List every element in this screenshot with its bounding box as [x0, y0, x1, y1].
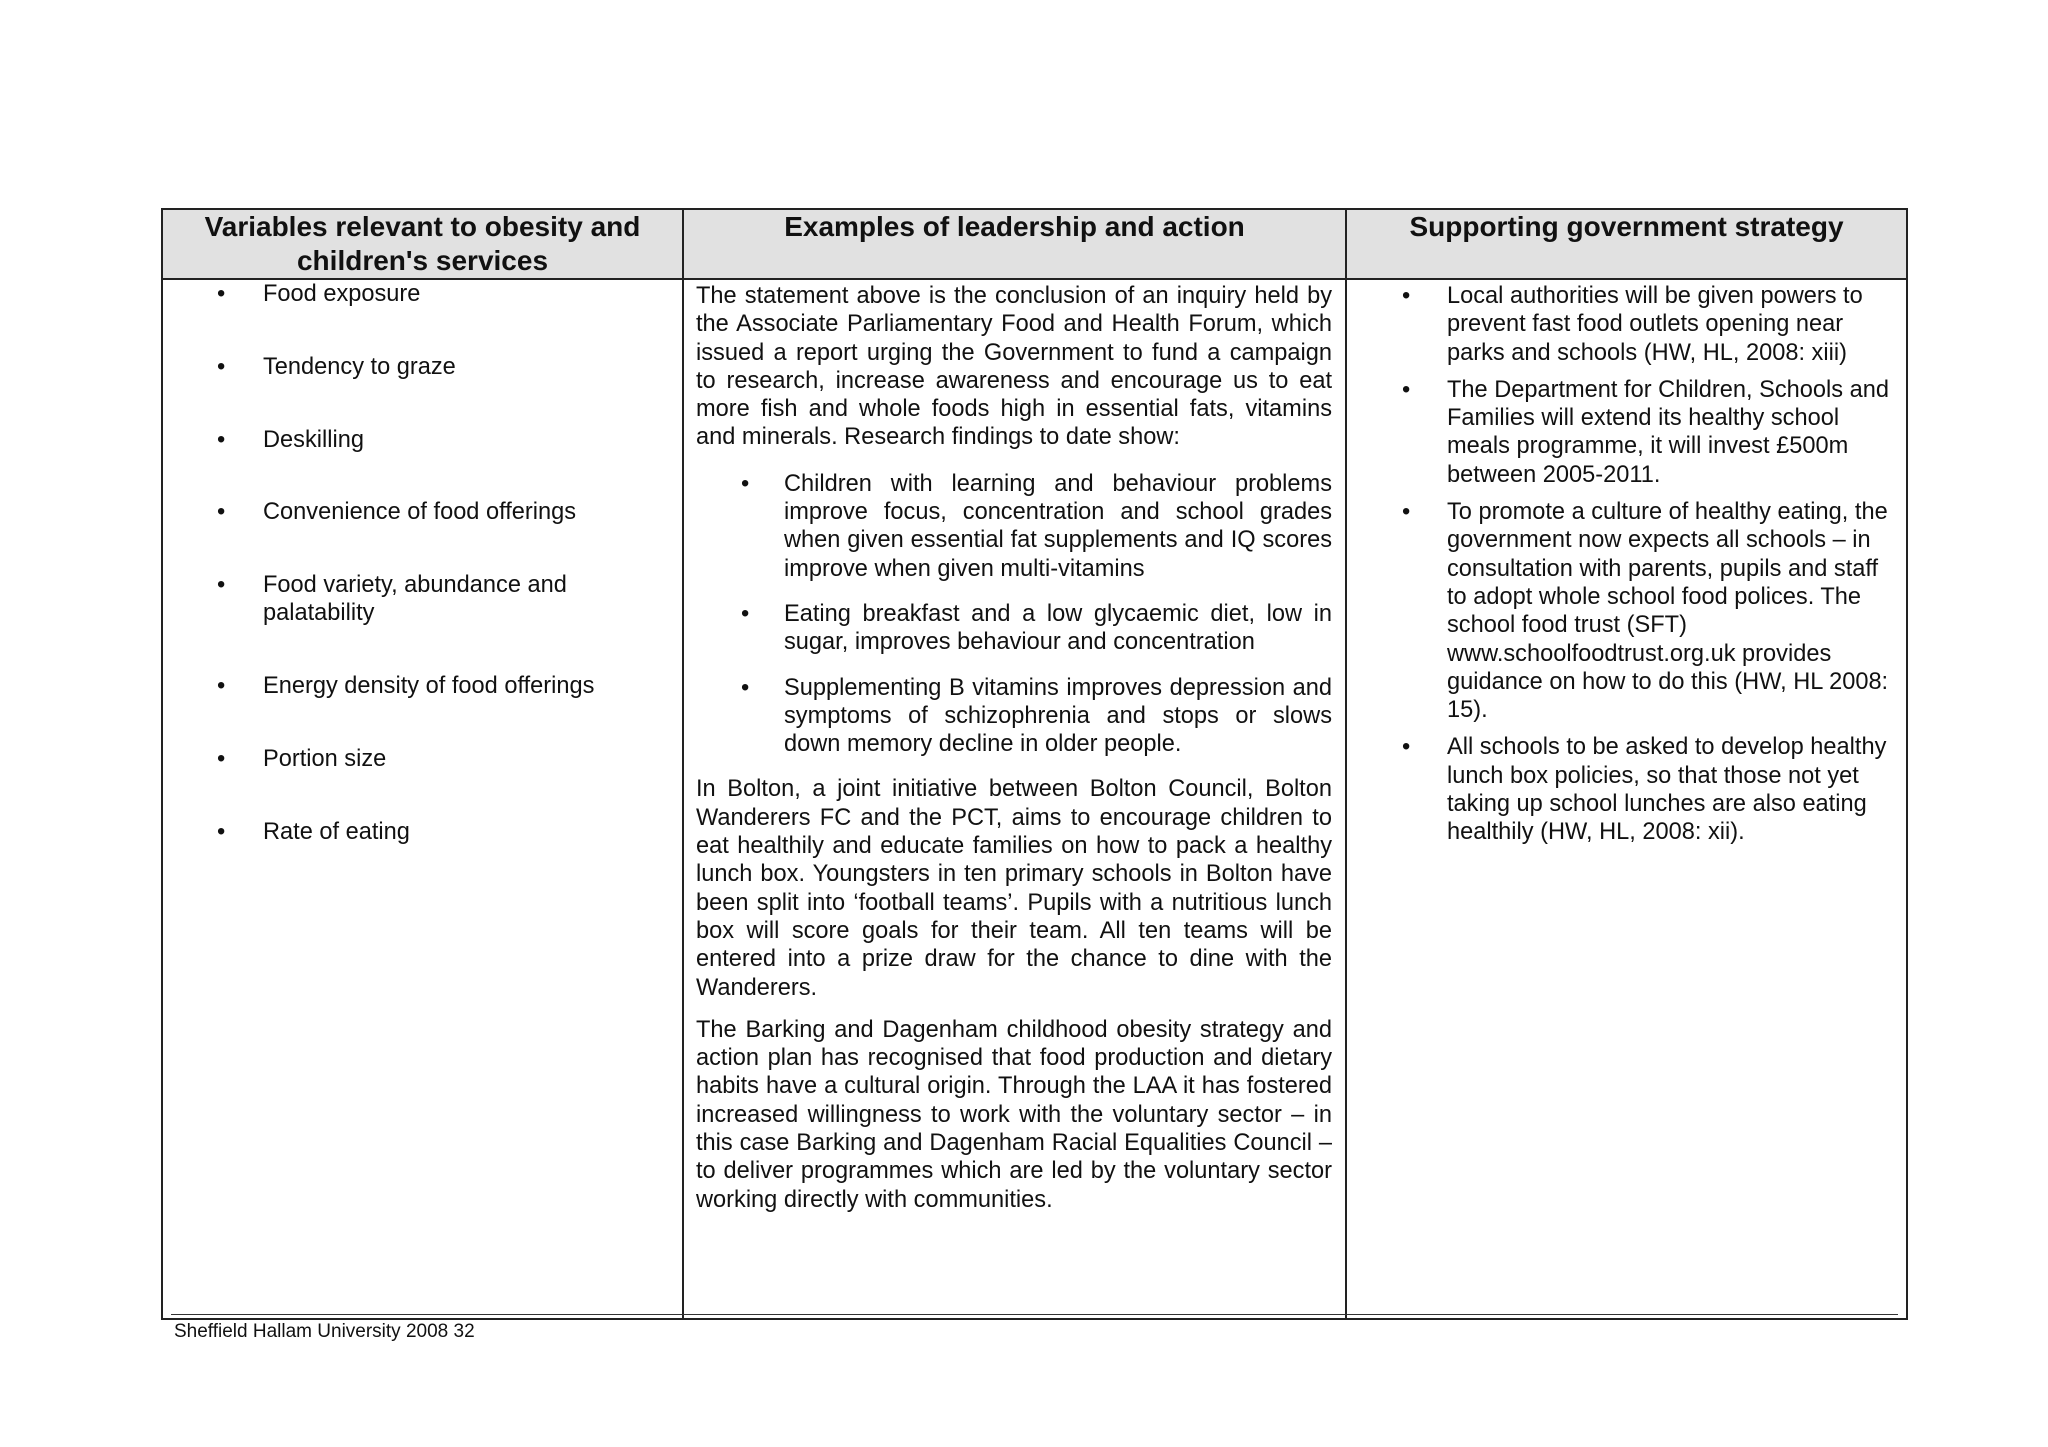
- list-item: • Eating breakfast and a low glycaemic diet, low in sugar, improves behaviour and concentration: [741, 600, 1332, 656]
- bullet-icon: •: [217, 499, 226, 526]
- bullet-icon: •: [1402, 283, 1411, 309]
- list-item: • Food variety, abundance and palatability: [217, 572, 567, 627]
- header-strategy: Supporting government strategy: [1346, 209, 1907, 279]
- list-item: • Convenience of food offerings: [217, 499, 577, 526]
- bullet-icon: •: [1402, 376, 1411, 403]
- list-item: • The Department for Children, Schools and Families will extend its healthy school meals programme, it will invest £500m between 2005-2011.: [1402, 376, 1889, 488]
- list-item: • Supplementing B vitamins improves depression and symptoms of schizophrenia and stops or slows down memory decline in older people.: [741, 674, 1332, 758]
- bullet-icon: •: [217, 673, 226, 700]
- strategy-cell: [1346, 279, 1907, 1319]
- strategy-list: [1347, 282, 1896, 847]
- bullet-icon: •: [741, 674, 750, 701]
- header-variables: Variables relevant to obesity and children's services: [162, 209, 683, 279]
- obesity-strategy-table: [161, 208, 1908, 1320]
- list-item: • Energy density of food offerings: [217, 673, 595, 700]
- bullet-icon: •: [741, 600, 750, 627]
- bullet-icon: •: [741, 470, 750, 497]
- table-header-row: [162, 209, 1907, 279]
- list-item: • Deskilling: [217, 426, 364, 453]
- bullet-icon: •: [217, 281, 226, 307]
- list-item: • Children with learning and behaviour problems improve focus, concentration and school grades when given essential fat supplements and IQ scores improve when given multi-vitamins: [741, 470, 1332, 582]
- page-footer: Sheffield Hallam University 2008 32: [174, 1321, 475, 1342]
- bullet-icon: •: [217, 353, 226, 380]
- leadership-intro: The statement above is the conclusion of an inquiry held by the Associate Parliamentary Food and Health Forum, which issued a report urging the Government to fund a campaign to research, increase awareness and encourage us to eat more fish and whole foods high in essential fats, vitamins and minerals. Research findings to date show:: [696, 283, 1332, 451]
- leadership-cell: [683, 279, 1346, 1319]
- bullet-icon: •: [217, 818, 226, 845]
- table-body-row: [162, 279, 1907, 1319]
- list-item: • Tendency to graze: [217, 353, 456, 380]
- bullet-icon: •: [1402, 499, 1411, 526]
- variables-list: [163, 280, 672, 846]
- list-item: • Local authorities will be given powers to prevent fast food outlets opening near parks and schools (HW, HL, 2008: xiii): [1402, 283, 1863, 366]
- bullet-icon: •: [217, 746, 226, 773]
- header-leadership: Examples of leadership and action: [683, 209, 1346, 279]
- list-item: • Rate of eating: [217, 818, 410, 845]
- list-item: • Portion size: [217, 746, 387, 773]
- findings-list: [696, 470, 1332, 759]
- footer-divider: [171, 1314, 1898, 1315]
- variables-cell: [162, 279, 683, 1319]
- list-item: • To promote a culture of healthy eating, the government now expects all schools – in consultation with parents, pupils and staff to adopt whole school food polices. The school food trust (SFT) www.schoolfoodtrust.org.uk provides guidance on how to do this (HW, HL 2008: 15).: [1402, 499, 1889, 724]
- barking-paragraph: The Barking and Dagenham childhood obesity strategy and action plan has recognised that food production and dietary habits have a cultural origin. Through the LAA it has fostered increased willingness to work with the voluntary sector – in this case Barking and Dagenham Racial Equalities Council – to deliver programmes which are led by the voluntary sector working directly with communities.: [696, 1016, 1332, 1213]
- bolton-paragraph: In Bolton, a joint initiative between Bolton Council, Bolton Wanderers FC and the PCT, aims to encourage children to eat healthily and educate families on how to pack a healthy lunch box. Youngsters in ten primary schools in Bolton have been split into ‘football teams’. Pupils with a nutritious lunch box will score goals for their team. All ten teams will be entered into a prize draw for the chance to dine with the Wanderers.: [696, 776, 1332, 1001]
- bullet-icon: •: [217, 426, 226, 453]
- bullet-icon: •: [217, 572, 226, 599]
- list-item: • Food exposure: [217, 281, 421, 307]
- bullet-icon: •: [1402, 734, 1411, 761]
- list-item: • All schools to be asked to develop healthy lunch box policies, so that those not yet taking up school lunches are also eating healthily (HW, HL, 2008: xii).: [1402, 734, 1887, 846]
